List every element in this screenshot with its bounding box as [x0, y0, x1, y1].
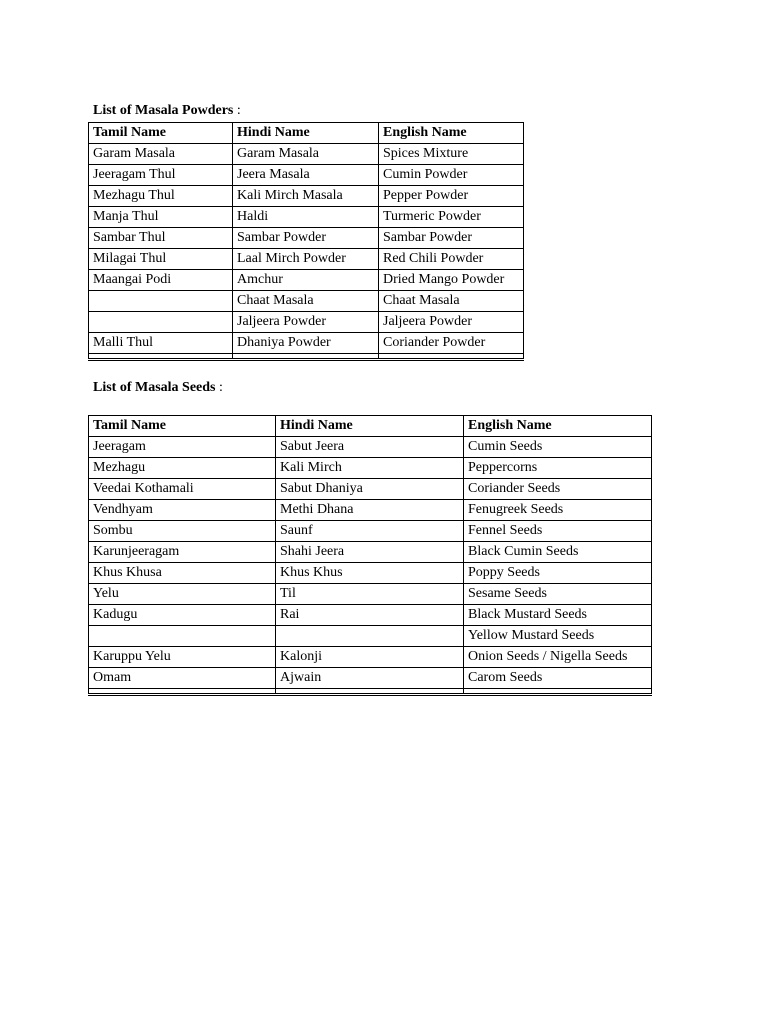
cell-english-name: Chaat Masala	[379, 291, 524, 312]
cell-tamil-name: Sombu	[89, 521, 276, 542]
cell-english-name: Onion Seeds / Nigella Seeds	[464, 647, 652, 668]
cell-english-name: Sambar Powder	[379, 228, 524, 249]
cell-english-name: Red Chili Powder	[379, 249, 524, 270]
spacer-cell	[233, 354, 379, 360]
cell-hindi-name: Garam Masala	[233, 144, 379, 165]
cell-tamil-name: Vendhyam	[89, 500, 276, 521]
cell-hindi-name: Jaljeera Powder	[233, 312, 379, 333]
cell-hindi-name: Til	[276, 584, 464, 605]
cell-hindi-name: Shahi Jeera	[276, 542, 464, 563]
table-row	[89, 542, 652, 563]
cell-tamil-name: Veedai Kothamali	[89, 479, 276, 500]
cell-tamil-name: Karuppu Yelu	[89, 647, 276, 668]
table-row	[89, 668, 652, 689]
spacer-cell	[464, 689, 652, 695]
cell-english-name: Cumin Seeds	[464, 437, 652, 458]
cell-hindi-name: Sabut Dhaniya	[276, 479, 464, 500]
column-header-tamil: Tamil Name	[89, 416, 276, 437]
spacer-cell	[89, 689, 276, 695]
cell-tamil-name: Kadugu	[89, 605, 276, 626]
table-row	[89, 584, 652, 605]
table-row	[89, 521, 652, 542]
cell-english-name: Fennel Seeds	[464, 521, 652, 542]
cell-hindi-name: Kali Mirch Masala	[233, 186, 379, 207]
spacer-cell	[276, 689, 464, 695]
cell-tamil-name: Khus Khusa	[89, 563, 276, 584]
cell-hindi-name: Dhaniya Powder	[233, 333, 379, 354]
cell-tamil-name: Karunjeeragam	[89, 542, 276, 563]
column-header-english: English Name	[464, 416, 652, 437]
table-row	[89, 270, 524, 291]
seeds-section-title	[93, 380, 223, 396]
cell-tamil-name: Jeeragam	[89, 437, 276, 458]
cell-tamil-name: Mezhagu	[89, 458, 276, 479]
cell-english-name: Sesame Seeds	[464, 584, 652, 605]
column-header-tamil: Tamil Name	[89, 123, 233, 144]
masala-seeds-table	[88, 415, 652, 696]
cell-hindi-name: Khus Khus	[276, 563, 464, 584]
cell-english-name: Black Cumin Seeds	[464, 542, 652, 563]
cell-tamil-name	[89, 312, 233, 333]
powders-title-text: List of Masala Powders	[93, 103, 234, 118]
cell-hindi-name: Methi Dhana	[276, 500, 464, 521]
cell-hindi-name: Laal Mirch Powder	[233, 249, 379, 270]
cell-english-name: Black Mustard Seeds	[464, 605, 652, 626]
cell-tamil-name: Milagai Thul	[89, 249, 233, 270]
cell-english-name: Yellow Mustard Seeds	[464, 626, 652, 647]
seeds-table-body	[89, 437, 652, 695]
cell-tamil-name: Omam	[89, 668, 276, 689]
cell-hindi-name: Sabut Jeera	[276, 437, 464, 458]
seeds-title-text: List of Masala Seeds	[93, 380, 216, 395]
table-row	[89, 228, 524, 249]
cell-english-name: Jaljeera Powder	[379, 312, 524, 333]
table-header-row	[89, 416, 652, 437]
cell-tamil-name: Jeeragam Thul	[89, 165, 233, 186]
seeds-title-suffix: :	[215, 380, 223, 395]
cell-hindi-name: Sambar Powder	[233, 228, 379, 249]
cell-tamil-name: Yelu	[89, 584, 276, 605]
cell-english-name: Peppercorns	[464, 458, 652, 479]
cell-hindi-name: Kalonji	[276, 647, 464, 668]
table-row	[89, 563, 652, 584]
cell-english-name: Turmeric Powder	[379, 207, 524, 228]
masala-powders-table	[88, 122, 524, 361]
cell-tamil-name: Mezhagu Thul	[89, 186, 233, 207]
spacer-cell	[89, 354, 233, 360]
column-header-english: English Name	[379, 123, 524, 144]
cell-english-name: Poppy Seeds	[464, 563, 652, 584]
cell-hindi-name	[276, 626, 464, 647]
table-row	[89, 186, 524, 207]
cell-hindi-name: Amchur	[233, 270, 379, 291]
cell-hindi-name: Ajwain	[276, 668, 464, 689]
table-row	[89, 605, 652, 626]
table-row	[89, 437, 652, 458]
cell-hindi-name: Chaat Masala	[233, 291, 379, 312]
table-row	[89, 479, 652, 500]
cell-english-name: Fenugreek Seeds	[464, 500, 652, 521]
table-row	[89, 291, 524, 312]
table-row	[89, 458, 652, 479]
cell-english-name: Pepper Powder	[379, 186, 524, 207]
cell-english-name: Dried Mango Powder	[379, 270, 524, 291]
table-spacer-row	[89, 354, 524, 360]
table-row	[89, 500, 652, 521]
table-row	[89, 144, 524, 165]
table-row	[89, 312, 524, 333]
table-row	[89, 647, 652, 668]
cell-tamil-name: Garam Masala	[89, 144, 233, 165]
cell-english-name: Carom Seeds	[464, 668, 652, 689]
cell-hindi-name: Jeera Masala	[233, 165, 379, 186]
table-row	[89, 249, 524, 270]
cell-tamil-name: Malli Thul	[89, 333, 233, 354]
table-row	[89, 207, 524, 228]
cell-tamil-name	[89, 626, 276, 647]
table-row	[89, 626, 652, 647]
cell-english-name: Spices Mixture	[379, 144, 524, 165]
spacer-cell	[379, 354, 524, 360]
cell-english-name: Coriander Powder	[379, 333, 524, 354]
cell-tamil-name: Manja Thul	[89, 207, 233, 228]
cell-tamil-name: Sambar Thul	[89, 228, 233, 249]
table-header-row	[89, 123, 524, 144]
table-spacer-row	[89, 689, 652, 695]
cell-hindi-name: Saunf	[276, 521, 464, 542]
table-row	[89, 333, 524, 354]
cell-tamil-name: Maangai Podi	[89, 270, 233, 291]
cell-hindi-name: Haldi	[233, 207, 379, 228]
cell-tamil-name	[89, 291, 233, 312]
cell-english-name: Cumin Powder	[379, 165, 524, 186]
cell-english-name: Coriander Seeds	[464, 479, 652, 500]
column-header-hindi: Hindi Name	[276, 416, 464, 437]
cell-hindi-name: Kali Mirch	[276, 458, 464, 479]
column-header-hindi: Hindi Name	[233, 123, 379, 144]
cell-hindi-name: Rai	[276, 605, 464, 626]
powders-title-suffix: :	[233, 103, 241, 118]
powders-table-body	[89, 144, 524, 360]
powders-section-title	[93, 103, 241, 119]
table-row	[89, 165, 524, 186]
